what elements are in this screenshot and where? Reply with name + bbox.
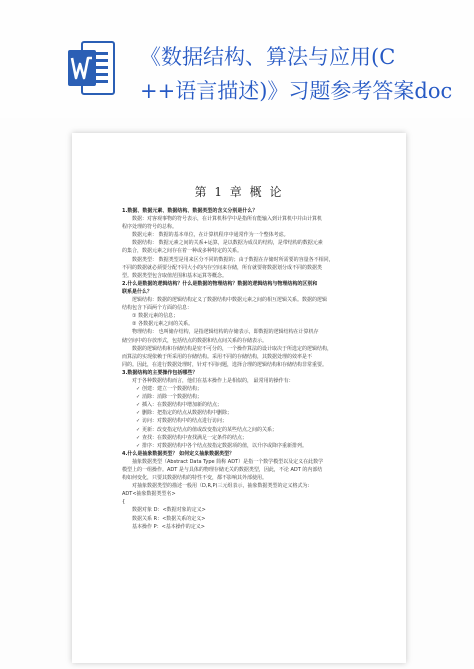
document-line-text: 模型上的一组操作。ADT 是与具体的物理存储无关的数据类型，因此，不论 ADT 的内部结 — [122, 467, 323, 473]
document-line — [122, 280, 372, 288]
document-line — [122, 215, 372, 223]
document-line — [122, 296, 372, 304]
document-line — [122, 466, 372, 474]
document-line-text: 构如何变化，只要其数据结构的特性不变，都不影响其外部使用。 — [122, 475, 268, 482]
document-line — [122, 474, 372, 482]
document-line-text: 数据的逻辑结构和存储结构是密不可分的，一个操作算法的设计取决于所选定的逻辑结构， — [132, 345, 333, 352]
document-line — [122, 207, 372, 215]
document-line-text: 联系是什么？ — [122, 288, 153, 295]
document-line — [122, 401, 372, 409]
document-page-preview — [72, 133, 406, 663]
document-line-text: 结构包含下面两个方面的信息： — [122, 305, 193, 312]
document-line — [122, 337, 372, 345]
document-line — [122, 442, 372, 450]
document-line-text: 抽象数据类型（Abstract Data Type 简称 ADT）是指一个数学模型以及定义在此数学 — [132, 458, 324, 465]
document-line-text: 型。数据类型包含取值范围和基本运算等概念。 — [122, 272, 228, 279]
document-line-text: 的集合，数据元素之间存在着一种或多种特定的关系。 — [122, 248, 243, 255]
checkmark-bullet-icon: ✓ — [136, 402, 141, 409]
document-line — [122, 304, 372, 312]
document-line — [122, 239, 372, 247]
title-line-2: ++语言描述)》习题参考答案doc — [140, 79, 453, 103]
document-line-text: 创建：建立一个数据结构； — [142, 386, 203, 393]
document-line — [122, 320, 372, 328]
document-line-text: 1.数据、数据元素、数据结构、数据类型的含义分别是什么？ — [122, 208, 258, 214]
document-line — [122, 498, 372, 506]
document-line — [122, 264, 372, 272]
document-line — [122, 482, 372, 490]
document-line — [122, 353, 372, 361]
document-line — [122, 385, 372, 393]
document-line-text: 数据元素： 数据的基本单位，在计算机程序中通常作为一个整体考虑。 — [132, 232, 289, 239]
header-banner — [0, 0, 474, 118]
document-line — [122, 523, 372, 531]
document-line-text: 3.数据结构的主要操作包括哪些？ — [122, 369, 198, 376]
document-line-text: 而算法的实现依赖于所采用的存储结构。采用不同的存储结构，其数据处理的效率是不 — [122, 353, 313, 360]
document-line-text: 访问：对数据结构中的结点进行访问； — [142, 418, 228, 425]
document-line-text: 对抽象数据类型的描述一般用（D,R,P)三元组表示，抽象数据类型的定义格式为: — [132, 483, 310, 490]
word-document-icon — [68, 40, 116, 96]
title-line-1: 《数据结构、算法与应用(C — [140, 45, 396, 69]
document-line-text: 储空间中的存放形式，包括结点的数据和结点间关系的存储表示。 — [122, 337, 268, 344]
document-line — [122, 417, 372, 425]
document-line-text: 数据：对客观事物的符号表示，在计算机科学中是指所有能输入到计算机中并由计算机 — [132, 216, 323, 223]
document-line-text: 数据关系 R：<数据关系的定义> — [132, 515, 206, 522]
document-line — [122, 458, 372, 466]
document-body — [122, 207, 372, 531]
document-line-text: 4.什么是抽象数据类型？ 如何定义抽象数据类型？ — [122, 450, 235, 457]
document-line-text: { — [122, 499, 126, 506]
document-line-text: 更新：改变指定结点的值或改变指定的某些结点之间的关系； — [142, 426, 278, 433]
document-line — [122, 312, 372, 320]
document-line-text: 删除：把指定的结点从数据结构中删除； — [142, 410, 233, 417]
document-line — [122, 272, 372, 280]
document-line-text: 数据对象 D：<数据对象的定义> — [132, 507, 206, 514]
document-line-text: 物理结构： 也叫储存结构，是指逻辑结构的存储表示，即数据的逻辑结构在计算机存 — [132, 329, 319, 336]
document-line-text: 逻辑结构：数据的逻辑结构定义了数据结构中数据元素之间的相互逻辑关系。数据的逻辑 — [132, 297, 328, 304]
chapter-heading: 第 1 章 概 论 — [194, 185, 284, 199]
document-line-text: 排序：对数据结构中各个结点按指定数据项的值，以升序或降序重新排列。 — [142, 442, 308, 449]
document-line — [122, 223, 372, 231]
document-line-text: ADT<抽象数据类型名> — [122, 491, 176, 498]
document-line — [122, 490, 372, 498]
document-line-text: 查找：在数据结构中查找满足一定条件的结点； — [142, 434, 248, 441]
document-line — [122, 515, 372, 523]
checkmark-bullet-icon: ✓ — [136, 442, 141, 449]
document-line-text: ② 各数据元素之间的关系。 — [132, 321, 194, 328]
checkmark-bullet-icon: ✓ — [136, 418, 141, 425]
document-line-text: 程序处理的符号的总称。 — [122, 224, 178, 231]
document-line-text: ① 数据元素的信息； — [132, 313, 179, 320]
document-line — [122, 434, 372, 442]
document-line-text: 同的。因此，在进行数据处理时，针对不同问题，选择合理的逻辑结构和存储结构非常重要。 — [122, 361, 328, 368]
document-line — [122, 288, 372, 296]
document-line — [122, 377, 372, 385]
document-line — [122, 409, 372, 417]
document-line-text: 数据结构： 数据元素之间的关系+运算，是以数据为成员的结构，是带结构的数据元素 — [132, 240, 323, 247]
checkmark-bullet-icon: ✓ — [136, 434, 141, 441]
document-line — [122, 426, 372, 434]
checkmark-bullet-icon: ✓ — [136, 410, 141, 417]
checkmark-bullet-icon: ✓ — [136, 394, 141, 401]
document-line-text: 插入：在数据结构中增加新的结点； — [142, 402, 223, 409]
document-line — [122, 256, 372, 264]
document-line — [122, 247, 372, 255]
document-line-text: 基本操作 P：<基本操作的定义> — [132, 523, 205, 530]
checkmark-bullet-icon: ✓ — [136, 386, 141, 393]
document-line — [122, 450, 372, 458]
document-line-text: 数据类型： 数据类型是用来区分不同的数据的；由于数据在存储时所需要的容量各不相同， — [132, 256, 334, 263]
checkmark-bullet-icon: ✓ — [136, 426, 141, 433]
document-line — [122, 231, 372, 239]
document-line — [122, 345, 372, 353]
document-line-text: 对于各种数据结构而言，他们在基本操作上是相似的， 最常用的操作有： — [132, 377, 294, 384]
document-line — [122, 393, 372, 401]
document-line — [122, 328, 372, 336]
document-line-text: 2.什么是数据的逻辑结构？什么是数据的物理结构？数据的逻辑结构与物理结构的区别和 — [122, 280, 318, 287]
document-title — [140, 40, 453, 108]
document-line — [122, 361, 372, 369]
document-line — [122, 369, 372, 377]
document-line-text: 消除：消除一个数据结构； — [142, 394, 203, 401]
document-line — [122, 506, 372, 514]
document-line-text: 不同的数据就必须要分配不同大小的内存空间来存储，所有就要将数据划分成不同的数据类 — [122, 264, 323, 271]
